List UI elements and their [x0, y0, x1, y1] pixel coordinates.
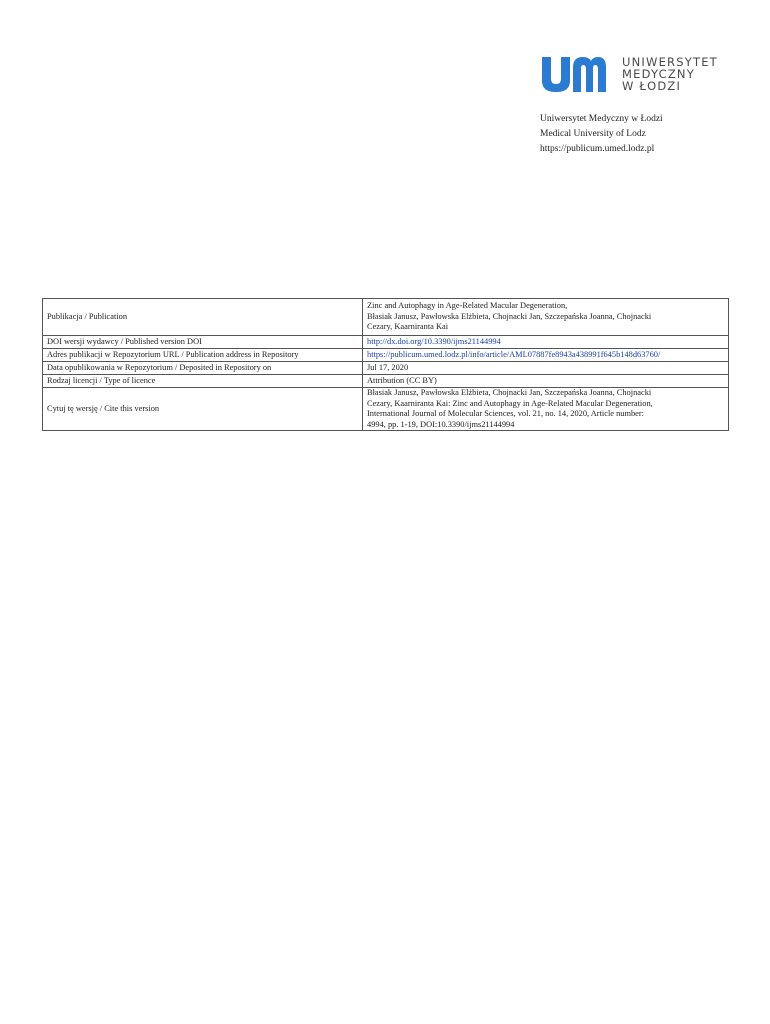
deposit-date-value: Jul 17, 2020: [363, 362, 729, 375]
logo-line-2: MEDYCZNY: [622, 67, 695, 81]
university-logo: [540, 54, 740, 94]
address-english-name: Medical University of Lodz: [540, 129, 646, 139]
repository-url-label: Adres publikacji w Repozytorium URL / Publication address in Repository: [43, 349, 363, 362]
logo-line-1: UNIWERSYTET: [622, 55, 718, 69]
publication-authors-line2: Cezary, Kaarniranta Kai: [367, 322, 449, 332]
publication-info-table: [42, 298, 729, 431]
doi-link[interactable]: http://dx.doi.org/10.3390/ijms21144994: [367, 336, 501, 346]
table-row-deposit-date: [43, 362, 729, 375]
citation-line-1: Błasiak Janusz, Pawłowska Elżbieta, Chojnacki Jan, Szczepańska Joanna, Chojnacki: [367, 388, 652, 397]
logo-wordmark: [622, 56, 718, 92]
publication-title: Zinc and Autophagy in Age-Related Macular Degeneration,: [367, 301, 568, 311]
deposit-date-label: Data opublikowania w Repozytorium / Deposited in Repository on: [43, 362, 363, 375]
table-row-doi: [43, 336, 729, 349]
university-address: [540, 112, 663, 157]
table-row-publication: [43, 299, 729, 336]
doi-label: DOI wersji wydawcy / Published version DOI: [43, 336, 363, 349]
um-logo-icon: [540, 55, 608, 93]
address-url[interactable]: https://publicum.umed.lodz.pl: [540, 144, 655, 154]
address-polish-name: Uniwersytet Medyczny w Łodzi: [540, 114, 663, 124]
logo-line-3: W ŁODZI: [622, 79, 682, 93]
licence-value: Attribution (CC BY): [363, 375, 729, 388]
table-row-repository-url: [43, 349, 729, 362]
publication-value: [363, 299, 729, 336]
licence-label: Rodzaj licencji / Type of licence: [43, 375, 363, 388]
citation-value: [363, 388, 729, 431]
citation-line-4: 4994, pp. 1-19, DOI:10.3390/ijms21144994: [367, 419, 515, 429]
repository-url-link[interactable]: https://publicum.umed.lodz.pl/info/article/AML07887fe8943a438991f645b148d63760/: [367, 349, 661, 359]
publication-authors-line1: Błasiak Janusz, Pawłowska Elżbieta, Chojnacki Jan, Szczepańska Joanna, Chojnacki: [367, 311, 652, 321]
doi-value: [363, 336, 729, 349]
citation-line-3: International Journal of Molecular Sciences, vol. 21, no. 14, 2020, Article number:: [367, 409, 645, 419]
table-row-citation: [43, 388, 729, 431]
publication-label: Publikacja / Publication: [43, 299, 363, 336]
table-row-licence: [43, 375, 729, 388]
citation-label: Cytuj tę wersję / Cite this version: [43, 388, 363, 431]
citation-line-2: Cezary, Kaarniranta Kai: Zinc and Autophagy in Age-Related Macular Degeneration,: [367, 398, 653, 408]
repository-url-value: [363, 349, 729, 362]
